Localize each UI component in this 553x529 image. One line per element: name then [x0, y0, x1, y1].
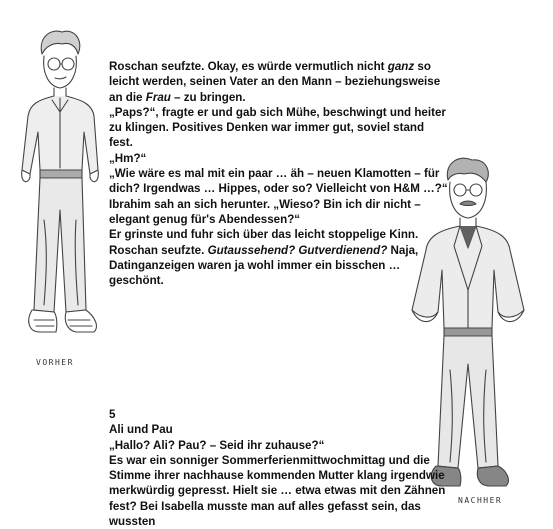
text-run: Es war ein sonniger Sommerferienmittwochmittag und die Stimme ihrer nachhause kommenden Mutter klang irgendwie merkwürdig gepresst. Hielt sie … etwa etwas mit den Zähnen fest? Bei Isabella musste man auf alles gefasst sein, das wussten: [109, 453, 446, 529]
paragraph: [109, 438, 449, 453]
text-run: 5: [109, 408, 116, 421]
emphasis-text: Gutaussehend? Gutverdienend?: [207, 243, 388, 257]
paragraph: [109, 243, 449, 289]
text-run: Ibrahim sah an sich herunter. „Wieso? Bin ich dir nicht – elegant genug für's Abendessen?“: [109, 197, 421, 226]
text-run: Naja, Datinganzeigen waren ja wohl immer ein bisschen … geschönt.: [109, 243, 419, 288]
sketch-man-before: [4, 20, 110, 350]
paragraph: [109, 422, 449, 437]
paragraph: [109, 407, 449, 422]
paragraph: [109, 227, 449, 242]
paragraph: [109, 59, 449, 105]
text-run: „Hm?“: [109, 151, 147, 165]
text-run: Ali und Pau: [109, 423, 173, 437]
paragraph: [109, 166, 449, 197]
text-run: so leicht werden, seinen Vater an den Mann – beziehungsweise an die: [109, 60, 441, 104]
story-paragraphs-chapter-5: [109, 407, 449, 529]
text-run: Roschan seufzte.: [109, 243, 208, 257]
paragraph: [109, 197, 449, 228]
text-run: „Paps?“, fragte er und gab sich Mühe, beschwingt und heiter zu klingen. Positives Denken war immer gut, soviel stand fest.: [109, 105, 446, 150]
caption-before: VORHER: [36, 358, 74, 367]
text-run: Roschan seufzte. Okay, es würde vermutlich nicht: [109, 60, 388, 73]
caption-after: NACHHER: [458, 496, 503, 505]
story-paragraphs-chapter-4-end: [109, 59, 449, 288]
paragraph: [109, 151, 449, 166]
text-run: „Hallo? Ali? Pau? – Seid ihr zuhause?“: [109, 438, 325, 452]
text-run: – zu bringen.: [170, 90, 246, 104]
text-run: Er grinste und fuhr sich über das leicht stoppelige Kinn.: [109, 228, 419, 242]
paragraph: [109, 453, 449, 529]
text-run: „Wie wäre es mal mit ein paar … äh – neuen Klamotten – für dich? Irgendwas … Hippes, oder so? Vielleicht von H&M …?“: [109, 167, 448, 196]
emphasis-text: ganz: [387, 60, 415, 73]
paragraph: [109, 105, 449, 151]
emphasis-text: Frau: [145, 90, 171, 104]
